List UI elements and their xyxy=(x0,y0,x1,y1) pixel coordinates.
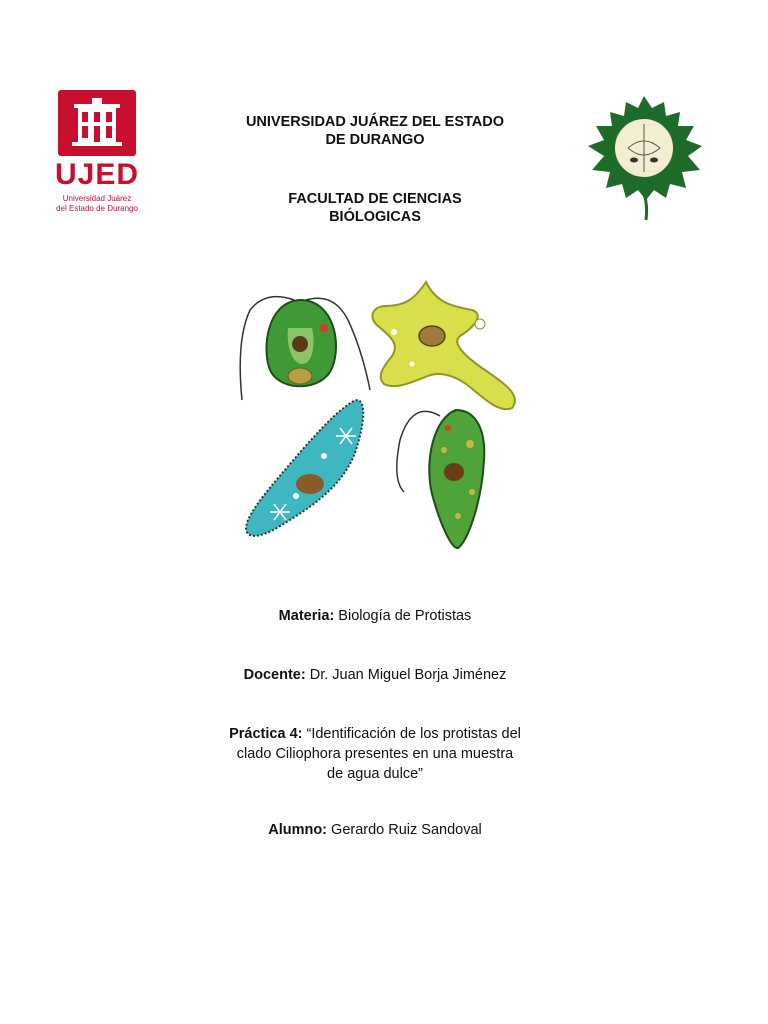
euglena-illustration xyxy=(397,410,484,548)
practica-label: Práctica 4: xyxy=(229,726,303,742)
materia-label: Materia: xyxy=(278,608,335,624)
ujed-subtitle xyxy=(50,194,144,214)
docente-line xyxy=(200,665,550,685)
paramecium-illustration xyxy=(246,400,363,536)
faculty-line2: BIÓLOGICAS xyxy=(329,209,421,225)
practica-text-1: “Identificación de los protistas del xyxy=(302,726,521,742)
leaf-icon xyxy=(582,94,706,222)
docente-value: Dr. Juan Miguel Borja Jiménez xyxy=(305,667,507,683)
docente-label: Docente: xyxy=(243,667,306,683)
chlamydomonas-illustration xyxy=(240,297,370,400)
faculty-line1: FACULTAD DE CIENCIAS xyxy=(288,191,462,207)
alumno-value: Gerardo Ruiz Sandoval xyxy=(327,822,482,838)
university-title xyxy=(210,113,540,149)
ujed-subtitle-line1: Universidad Juárez xyxy=(62,194,132,203)
practica-line1 xyxy=(200,724,550,744)
amoeba-illustration xyxy=(372,282,515,409)
materia-value: Biología de Protistas xyxy=(334,608,472,624)
ujed-wordmark: UJED xyxy=(54,158,140,191)
practica-block xyxy=(200,724,550,784)
faculty-leaf-logo xyxy=(582,94,706,222)
university-line2: DE DURANGO xyxy=(325,132,425,148)
faculty-title xyxy=(210,190,540,226)
alumno-label: Alumno: xyxy=(268,822,328,838)
university-line1: UNIVERSIDAD JUÁREZ DEL ESTADO xyxy=(245,114,505,130)
materia-line xyxy=(200,606,550,626)
protists-illustration xyxy=(236,280,526,558)
alumno-line xyxy=(200,820,550,840)
building-icon xyxy=(58,90,136,156)
practica-line2: clado Ciliophora presentes en una muestra xyxy=(236,746,514,762)
ujed-logo xyxy=(52,90,142,216)
practica-line3: de agua dulce” xyxy=(327,766,423,782)
ujed-building-emblem xyxy=(58,90,136,156)
ujed-subtitle-line2: del Estado de Durango xyxy=(56,204,138,213)
